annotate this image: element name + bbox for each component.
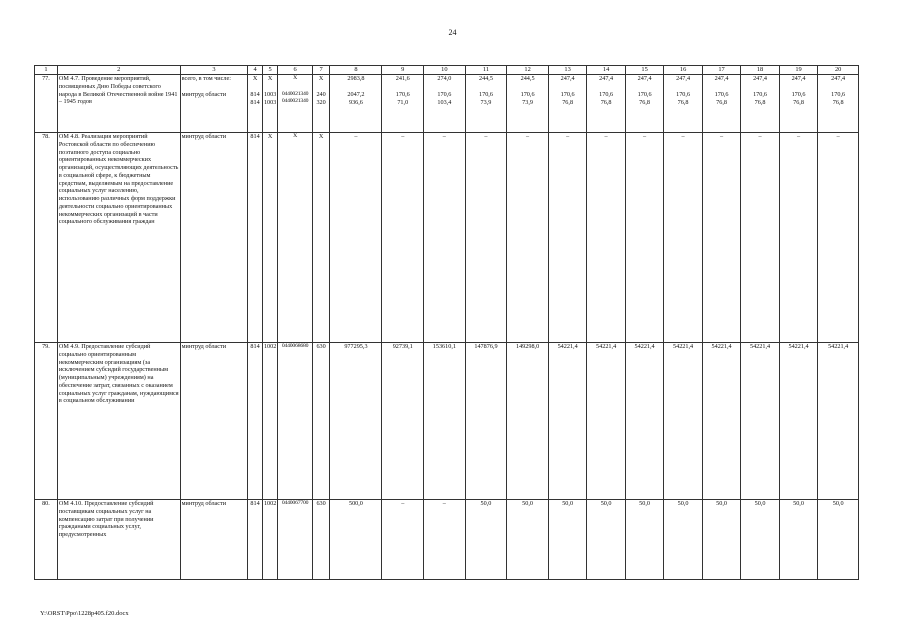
section-code-line: 1002 — [263, 500, 277, 507]
amount-cell — [664, 343, 702, 500]
amount-cell — [465, 500, 507, 580]
amount-value: 170,6 — [753, 91, 767, 98]
row-number: 78. — [35, 133, 58, 343]
amount-value: 247,4 — [714, 75, 729, 82]
amount-cell — [382, 75, 424, 133]
table-row — [35, 75, 859, 133]
header-cell: 20 — [818, 66, 859, 75]
amount-cell — [424, 500, 466, 580]
funding-source — [180, 343, 248, 500]
amount-value: 54221,4 — [634, 343, 655, 350]
amount-cell — [818, 343, 859, 500]
amount-cell — [424, 133, 466, 343]
table-row — [35, 133, 859, 343]
funding-source-line: минтруд области — [181, 343, 227, 350]
amount-value: 76,8 — [600, 98, 612, 106]
file-path-footer: Y:\ORST\Ppo\1228p405.f20.docx — [40, 610, 129, 617]
amount-cell — [330, 133, 382, 343]
header-cell: 16 — [664, 66, 702, 75]
amount-cell — [664, 75, 702, 133]
amount-value: 247,4 — [599, 75, 614, 82]
amount-value: – — [442, 133, 446, 140]
budget-table — [34, 65, 859, 580]
amount-value: 977295,3 — [344, 343, 368, 350]
amount-cell — [382, 500, 424, 580]
target-article-code — [278, 500, 312, 580]
amount-value: 71,0 — [397, 98, 409, 106]
amount-cell — [625, 500, 663, 580]
expense-type-code-line: 240 — [316, 91, 326, 98]
amount-cell — [465, 75, 507, 133]
amount-cell — [330, 500, 382, 580]
amount-value: 170,6 — [395, 91, 410, 98]
amount-value: – — [354, 133, 358, 140]
amount-value: 274,0 — [437, 75, 452, 82]
target-article-code-line: 0440068680 — [281, 343, 309, 349]
amount-cell — [741, 133, 779, 343]
amount-cell — [507, 343, 549, 500]
amount-value: 50,0 — [716, 500, 727, 507]
amount-value: 50,0 — [522, 500, 533, 507]
amount-value: 170,6 — [599, 91, 614, 98]
amount-cell — [587, 500, 625, 580]
ministry-code-line: 814 — [250, 500, 260, 507]
section-code-line: X — [267, 75, 273, 82]
amount-value: 170,6 — [437, 91, 452, 98]
amount-value: 73,9 — [480, 98, 492, 106]
amount-value: 247,4 — [676, 75, 691, 82]
target-article-code-line: X — [293, 75, 298, 81]
expense-type-code — [312, 343, 330, 500]
funding-source-line: минтруд области — [181, 91, 227, 98]
ministry-code-line: 814 — [250, 133, 260, 140]
target-article-code — [278, 133, 312, 343]
amount-value: 153610,1 — [432, 343, 456, 350]
section-code-line: 1003 — [263, 91, 277, 98]
amount-value: 170,6 — [676, 91, 691, 98]
amount-cell — [548, 75, 586, 133]
amount-value: 76,8 — [716, 98, 727, 106]
header-cell: 1 — [35, 66, 58, 75]
header-cell: 11 — [465, 66, 507, 75]
amount-value: 76,8 — [832, 98, 844, 106]
amount-cell — [465, 133, 507, 343]
section-code — [262, 500, 278, 580]
amount-value: 170,6 — [560, 91, 575, 98]
amount-cell — [741, 75, 779, 133]
amount-value: 170,6 — [831, 91, 846, 98]
amount-value: 170,6 — [520, 91, 535, 98]
header-cell: 3 — [180, 66, 248, 75]
expense-type-code-line: 320 — [316, 98, 326, 106]
header-cell: 18 — [741, 66, 779, 75]
header-cell: 15 — [625, 66, 663, 75]
section-code-line: 1003 — [263, 98, 277, 106]
ministry-code-line: X — [252, 75, 258, 82]
amount-value: 73,9 — [522, 98, 533, 106]
amount-value: 50,0 — [480, 500, 492, 507]
header-cell: 4 — [248, 66, 263, 75]
expense-type-code — [312, 133, 330, 343]
amount-value: 54221,4 — [788, 343, 809, 350]
amount-cell — [741, 343, 779, 500]
amount-cell — [702, 75, 740, 133]
expense-type-code-line: X — [318, 75, 324, 82]
amount-value: 76,8 — [562, 98, 574, 106]
funding-source-line: минтруд области — [181, 133, 227, 140]
amount-value: 103,4 — [437, 98, 452, 106]
amount-cell — [382, 133, 424, 343]
expense-type-code-line: X — [318, 133, 324, 140]
amount-value: 149298,0 — [515, 343, 540, 350]
header-row — [35, 66, 859, 75]
header-cell: 10 — [424, 66, 466, 75]
header-cell: 8 — [330, 66, 382, 75]
funding-source-line: минтруд области — [181, 500, 227, 507]
amount-cell — [779, 75, 817, 133]
amount-value: – — [484, 133, 488, 140]
ministry-code-line: 814 — [250, 343, 260, 350]
amount-cell — [818, 75, 859, 133]
amount-value: 76,8 — [793, 98, 804, 106]
amount-value: 247,4 — [791, 75, 806, 82]
amount-value: – — [643, 133, 647, 140]
amount-cell — [587, 343, 625, 500]
target-article-code — [278, 75, 312, 133]
amount-value: 2047,2 — [347, 91, 365, 98]
section-code — [262, 343, 278, 500]
amount-value: 54221,4 — [557, 343, 578, 350]
amount-value: – — [796, 133, 801, 140]
header-cell: 2 — [57, 66, 180, 75]
funding-source — [180, 75, 248, 133]
amount-value: 54221,4 — [749, 343, 771, 350]
amount-cell — [548, 133, 586, 343]
amount-value: 247,4 — [560, 75, 575, 82]
amount-cell — [548, 500, 586, 580]
target-article-code-line: 0440021340 — [281, 98, 309, 105]
amount-value: – — [401, 133, 405, 140]
row-number: 79. — [35, 343, 58, 500]
table-row — [35, 343, 859, 500]
amount-value: 54221,4 — [596, 343, 617, 350]
header-cell: 5 — [262, 66, 278, 75]
table-row — [35, 500, 859, 580]
amount-value: 247,4 — [753, 75, 767, 82]
amount-cell — [702, 500, 740, 580]
amount-cell — [702, 133, 740, 343]
target-article-code — [278, 343, 312, 500]
section-code-line: 1002 — [263, 343, 277, 350]
header-cell: 14 — [587, 66, 625, 75]
amount-value: – — [758, 133, 762, 140]
funding-source-line: всего, в том числе: — [181, 75, 231, 82]
amount-value: 936,6 — [348, 98, 363, 106]
amount-value: 92739,1 — [392, 343, 413, 350]
amount-cell — [330, 343, 382, 500]
amount-value: 50,0 — [793, 500, 804, 507]
expense-type-code-line: 630 — [316, 343, 326, 350]
amount-value: – — [681, 133, 685, 140]
amount-value: 76,8 — [677, 98, 689, 106]
amount-cell — [382, 343, 424, 500]
header-cell: 7 — [312, 66, 330, 75]
amount-value: – — [566, 133, 570, 140]
amount-cell — [625, 75, 663, 133]
amount-value: 50,0 — [754, 500, 766, 507]
amount-value: 244,5 — [479, 75, 493, 82]
amount-value: 500,0 — [348, 500, 363, 507]
amount-cell — [741, 500, 779, 580]
amount-value: – — [720, 133, 724, 140]
header-cell: 13 — [548, 66, 586, 75]
funding-source — [180, 133, 248, 343]
amount-value: 54221,4 — [711, 343, 732, 350]
amount-cell — [424, 75, 466, 133]
amount-cell — [625, 133, 663, 343]
amount-cell — [702, 343, 740, 500]
ministry-code-line: 814 — [250, 98, 260, 106]
amount-value: – — [526, 133, 530, 140]
amount-cell — [779, 343, 817, 500]
amount-cell — [507, 133, 549, 343]
amount-value: – — [442, 500, 446, 507]
ministry-code — [248, 343, 263, 500]
header-cell: 19 — [779, 66, 817, 75]
amount-cell — [664, 500, 702, 580]
amount-value: 247,4 — [637, 75, 652, 82]
amount-cell — [465, 343, 507, 500]
target-article-code-line: X — [293, 133, 298, 139]
amount-value: 170,6 — [791, 91, 806, 98]
expense-type-code-line: 630 — [316, 500, 326, 507]
ministry-code-line: 814 — [250, 91, 260, 98]
amount-value: 54221,4 — [828, 343, 849, 350]
amount-value: 170,6 — [479, 91, 493, 98]
amount-value: 247,4 — [831, 75, 846, 82]
section-code — [262, 133, 278, 343]
amount-cell — [625, 343, 663, 500]
header-cell: 12 — [507, 66, 549, 75]
amount-cell — [818, 500, 859, 580]
amount-value: 170,6 — [637, 91, 652, 98]
amount-value: 50,0 — [600, 500, 612, 507]
amount-value: 50,0 — [677, 500, 689, 507]
row-number: 77. — [35, 75, 58, 133]
measure-name: ОМ 4.9. Предоставление субсидий социально ориентированным некоммерческим организациям (за исключением субсидий государственным (муниципальным) учреждениям) на обеспечение затрат, связанных с оказанием социальных услуг гражданам, нуждающимся в социальном обслуживании — [57, 343, 180, 500]
section-code — [262, 75, 278, 133]
amount-cell — [779, 133, 817, 343]
amount-cell — [664, 133, 702, 343]
amount-cell — [548, 343, 586, 500]
amount-value: 147876,9 — [474, 343, 498, 350]
header-cell: 6 — [278, 66, 312, 75]
section-code-line: X — [267, 133, 273, 140]
amount-value: 76,8 — [639, 98, 650, 106]
target-article-code-line: 0440021340 — [281, 91, 309, 97]
expense-type-code — [312, 75, 330, 133]
amount-value: – — [604, 133, 608, 140]
ministry-code — [248, 133, 263, 343]
amount-value: 2983,8 — [347, 75, 365, 82]
expense-type-code — [312, 500, 330, 580]
amount-cell — [507, 500, 549, 580]
amount-cell — [424, 343, 466, 500]
amount-value: 50,0 — [562, 500, 574, 507]
amount-cell — [779, 500, 817, 580]
amount-value: – — [401, 500, 405, 507]
amount-value: 76,8 — [754, 98, 766, 106]
amount-value: – — [836, 133, 840, 140]
header-cell: 17 — [702, 66, 740, 75]
target-article-code-line: 0440067700 — [281, 500, 309, 506]
amount-value: 241,6 — [395, 75, 410, 82]
amount-value: 54221,4 — [673, 343, 694, 350]
amount-cell — [330, 75, 382, 133]
page-number: 24 — [448, 28, 457, 37]
measure-name: ОМ 4.7. Проведение мероприятий, посвященных Дню Победы советского народа в Великой Отечественной войне 1941 – 1945 годов — [57, 75, 180, 133]
header-cell: 9 — [382, 66, 424, 75]
amount-cell — [587, 133, 625, 343]
amount-value: 170,6 — [714, 91, 729, 98]
amount-cell — [587, 75, 625, 133]
measure-name: ОМ 4.8. Реализация мероприятий Ростовской области по обеспечению поэтапного доступа социально ориентированных некоммерческих организаций, осуществляющих деятельность в социальной сфере, к бюджетным средствам, выделяемым на предоставление социальных услуг населению, использованию различных форм поддержки деятельности социально ориентированных некоммерческих организаций в части социального обслуживания граждан — [57, 133, 180, 343]
amount-cell — [818, 133, 859, 343]
measure-name: ОМ 4.10. Предоставление субсидий поставщикам социальных услуг на компенсацию затрат при получении гражданами социальных услуг, предусмотренных — [57, 500, 180, 580]
ministry-code — [248, 500, 263, 580]
amount-value: 50,0 — [639, 500, 650, 507]
amount-value: 50,0 — [832, 500, 844, 507]
row-number: 80. — [35, 500, 58, 580]
funding-source — [180, 500, 248, 580]
amount-value: 244,5 — [520, 75, 535, 82]
amount-cell — [507, 75, 549, 133]
ministry-code — [248, 75, 263, 133]
